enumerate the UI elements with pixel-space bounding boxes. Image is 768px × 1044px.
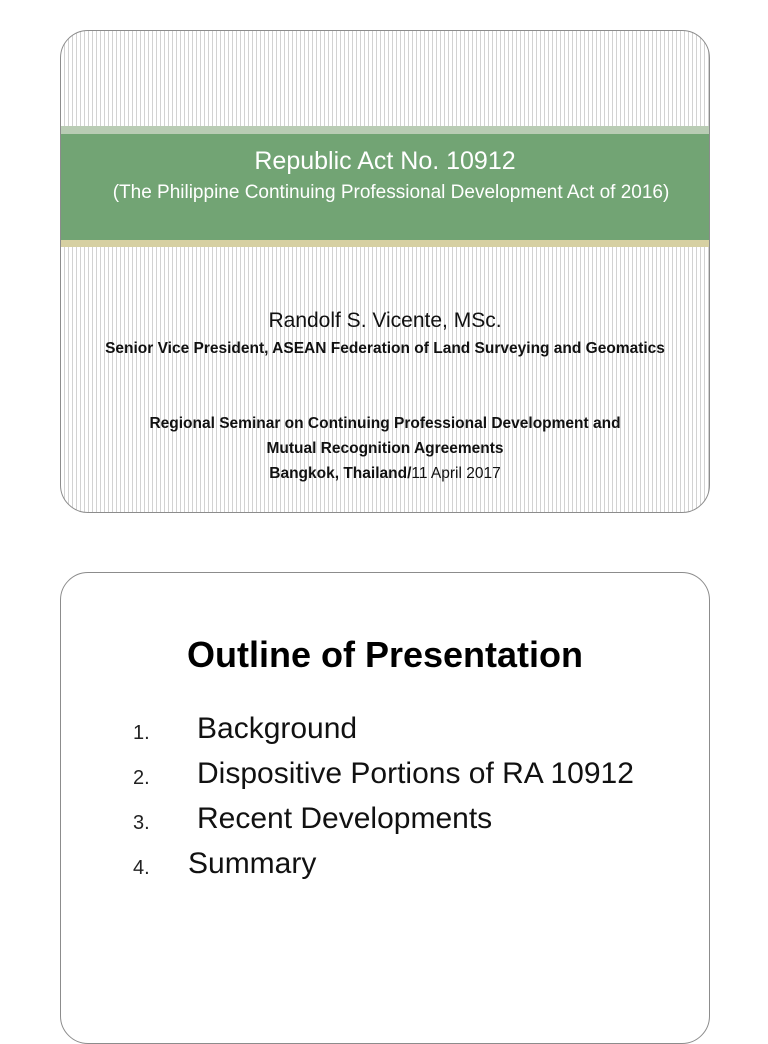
- outline-item-number: 3.: [133, 812, 150, 834]
- event-block: [61, 411, 709, 486]
- author-block: [61, 307, 709, 359]
- outline-item-text: Recent Developments: [197, 802, 493, 835]
- event-title-line-2: Mutual Recognition Agreements: [266, 440, 504, 457]
- event-location-date: [61, 461, 709, 486]
- title-band-top-stripe: [61, 126, 709, 134]
- author-role: Senior Vice President, ASEAN Federation of Land Surveying and Geomatics: [105, 340, 665, 357]
- title-band-bottom-stripe: [61, 240, 709, 247]
- title-slide: [60, 30, 710, 513]
- outline-title: Outline of Presentation: [186, 634, 584, 675]
- author-name: Randolf S. Vicente, MSc.: [268, 309, 502, 332]
- outline-item-text: Summary: [188, 847, 317, 880]
- event-date: 11 April 2017: [411, 465, 501, 482]
- event-location: Bangkok, Thailand/: [269, 465, 412, 482]
- outline-item-number: 2.: [133, 767, 150, 789]
- slide-title: Republic Act No. 10912: [254, 147, 516, 175]
- outline-slide: [60, 572, 710, 1044]
- outline-item-number: 1.: [133, 722, 150, 744]
- title-band: [61, 134, 709, 240]
- outline-item-text: Background: [197, 712, 358, 745]
- outline-item-number: 4.: [133, 857, 150, 879]
- outline-item-text: Dispositive Portions of RA 10912: [197, 757, 634, 790]
- slide-subtitle: (The Philippine Continuing Professional Development Act of 2016): [112, 182, 670, 203]
- event-title-line-1: Regional Seminar on Continuing Professional Development and: [149, 415, 621, 432]
